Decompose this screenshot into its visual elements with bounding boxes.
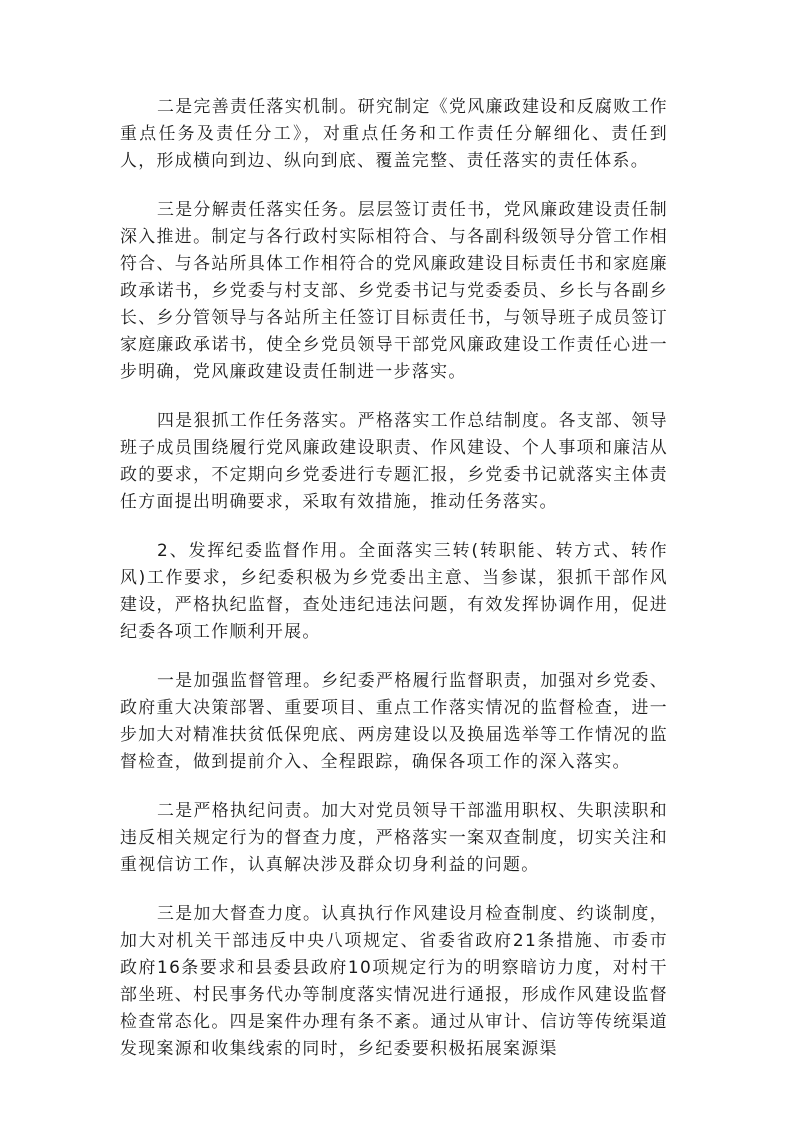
paragraph-strict-accountability: 二是严格执纪问责。加大对党员领导干部滥用职权、失职渎职和违反相关规定行为的督查力度，严格落实一案双查制度，切实关注和重视信访工作，认真解决涉及群众切身利益的问题。 — [120, 800, 668, 874]
document-body — [120, 93, 668, 1084]
paragraph-decompose-tasks: 三是分解责任落实任务。层层签订责任书，党风廉政建设责任制深入推进。制定与各行政村实际相符合、与各副科级领导分管工作相符合、与各站所具体工作相符合的党风廉政建设目标责任书和家庭廉政承诺书，乡党委与村支部、乡党委书记与党委委员、乡长与各副乡长、乡分管领导与各站所主任签订目标责任书，与领导班子成员签订家庭廉政承诺书，使全乡党员领导干部党风廉政建设工作责任心进一步明确，党风廉政建设责任制进一步落实。 — [120, 199, 668, 381]
paragraph-inspection-efforts: 三是加大督查力度。认真执行作风建设月检查制度、约谈制度，加大对机关干部违反中央八项规定、省委省政府21条措施、市委市政府16条要求和县委县政府10项规定行为的明察暗访力度，对村干部坐班、村民事务代办等制度落实情况进行通报，形成作风建设监督检查常态化。四是案件办理有条不紊。通过从审计、信访等传统渠道发现案源和收集线索的同时，乡纪委要积极拓展案源渠 — [120, 903, 668, 1058]
paragraph-responsibility-mechanism: 二是完善责任落实机制。研究制定《党风廉政建设和反腐败工作重点任务及责任分工》，对重点任务和工作责任分解细化、责任到人，形成横向到边、纵向到底、覆盖完整、责任落实的责任体系。 — [120, 96, 668, 170]
paragraph-task-implementation: 四是狠抓工作任务落实。严格落实工作总结制度。各支部、领导班子成员围绕履行党风廉政建设职责、作风建设、个人事项和廉洁从政的要求，不定期向乡党委进行专题汇报，乡党委书记就落实主体责任方面提出明确要求，采取有效措施，推动任务落实。 — [120, 410, 668, 511]
paragraph-strengthen-supervision: 一是加强监督管理。乡纪委严格履行监督职责，加强对乡党委、政府重大决策部署、重要项目、重点工作落实情况的监督检查，进一步加大对精准扶贫低保兜底、两房建设以及换届选举等工作情况的监督检查，做到提前介入、全程跟踪，确保各项工作的深入落实。 — [120, 670, 668, 771]
paragraph-discipline-supervision: 2、发挥纪委监督作用。全面落实三转(转职能、转方式、转作风)工作要求，乡纪委积极为乡党委出主意、当参谋，狠抓干部作风建设，严格执纪监督，查处违纪违法问题，有效发挥协调作用，促进纪委各项工作顺利开展。 — [120, 540, 668, 641]
